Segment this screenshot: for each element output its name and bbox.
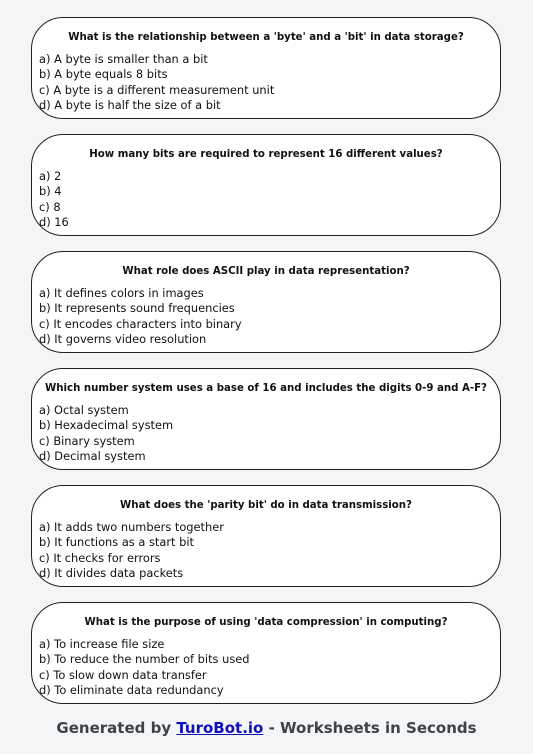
answer-option-b: b) It represents sound frequencies: [39, 301, 235, 316]
question-text: What role does ASCII play in data representation?: [122, 266, 410, 277]
answer-option-c: c) 8: [39, 199, 61, 214]
footer-suffix: - Worksheets in Seconds: [263, 719, 477, 737]
answer-option-b: b) Hexadecimal system: [39, 418, 174, 433]
answer-option-c: c) It checks for errors: [39, 550, 161, 565]
answer-option-b: b) To reduce the number of bits used: [39, 652, 250, 667]
question-card-5: [31, 485, 501, 587]
answer-option-c: c) To slow down data transfer: [39, 667, 207, 682]
answer-options: [39, 52, 274, 114]
question-card-2: [31, 134, 501, 236]
answer-option-a: a) It defines colors in images: [39, 286, 204, 300]
answer-option-d: d) Decimal system: [39, 449, 146, 464]
answer-option-b: b) It functions as a start bit: [39, 535, 194, 550]
answer-option-a: a) To increase file size: [39, 637, 165, 651]
question-text: Which number system uses a base of 16 and includes the digits 0-9 and A-F?: [45, 383, 487, 394]
answer-option-a: a) A byte is smaller than a bit: [39, 52, 208, 66]
answer-option-d: d) It governs video resolution: [39, 332, 207, 347]
question-card-4: [31, 368, 501, 470]
question-text: What does the 'parity bit' do in data transmission?: [120, 500, 412, 511]
answer-option-a: a) It adds two numbers together: [39, 520, 224, 534]
answer-option-d: d) A byte is half the size of a bit: [39, 98, 221, 113]
question-card-3: [31, 251, 501, 353]
answer-option-c: c) It encodes characters into binary: [39, 316, 242, 331]
answer-options: [39, 403, 173, 465]
turobot-link[interactable]: TuroBot.io: [176, 719, 264, 737]
answer-option-a: a) Octal system: [39, 403, 129, 417]
answer-options: [39, 169, 69, 231]
answer-option-c: c) Binary system: [39, 433, 135, 448]
answer-option-b: b) 4: [39, 184, 62, 199]
question-text: What is the relationship between a 'byte' and a 'bit' in data storage?: [68, 32, 464, 43]
question-card-1: [31, 17, 501, 119]
answer-option-b: b) A byte equals 8 bits: [39, 67, 168, 82]
answer-option-d: d) It divides data packets: [39, 566, 184, 581]
question-text: What is the purpose of using 'data compression' in computing?: [84, 617, 448, 628]
answer-options: [39, 520, 224, 582]
question-card-6: [31, 602, 501, 704]
answer-options: [39, 637, 250, 699]
answer-options: [39, 286, 242, 348]
footer-prefix: Generated by: [56, 719, 177, 737]
footer: [0, 719, 533, 737]
answer-option-a: a) 2: [39, 169, 62, 183]
question-text: How many bits are required to represent 16 different values?: [89, 149, 443, 160]
answer-option-c: c) A byte is a different measurement unit: [39, 82, 275, 97]
answer-option-d: d) 16: [39, 215, 69, 230]
answer-option-d: d) To eliminate data redundancy: [39, 683, 224, 698]
